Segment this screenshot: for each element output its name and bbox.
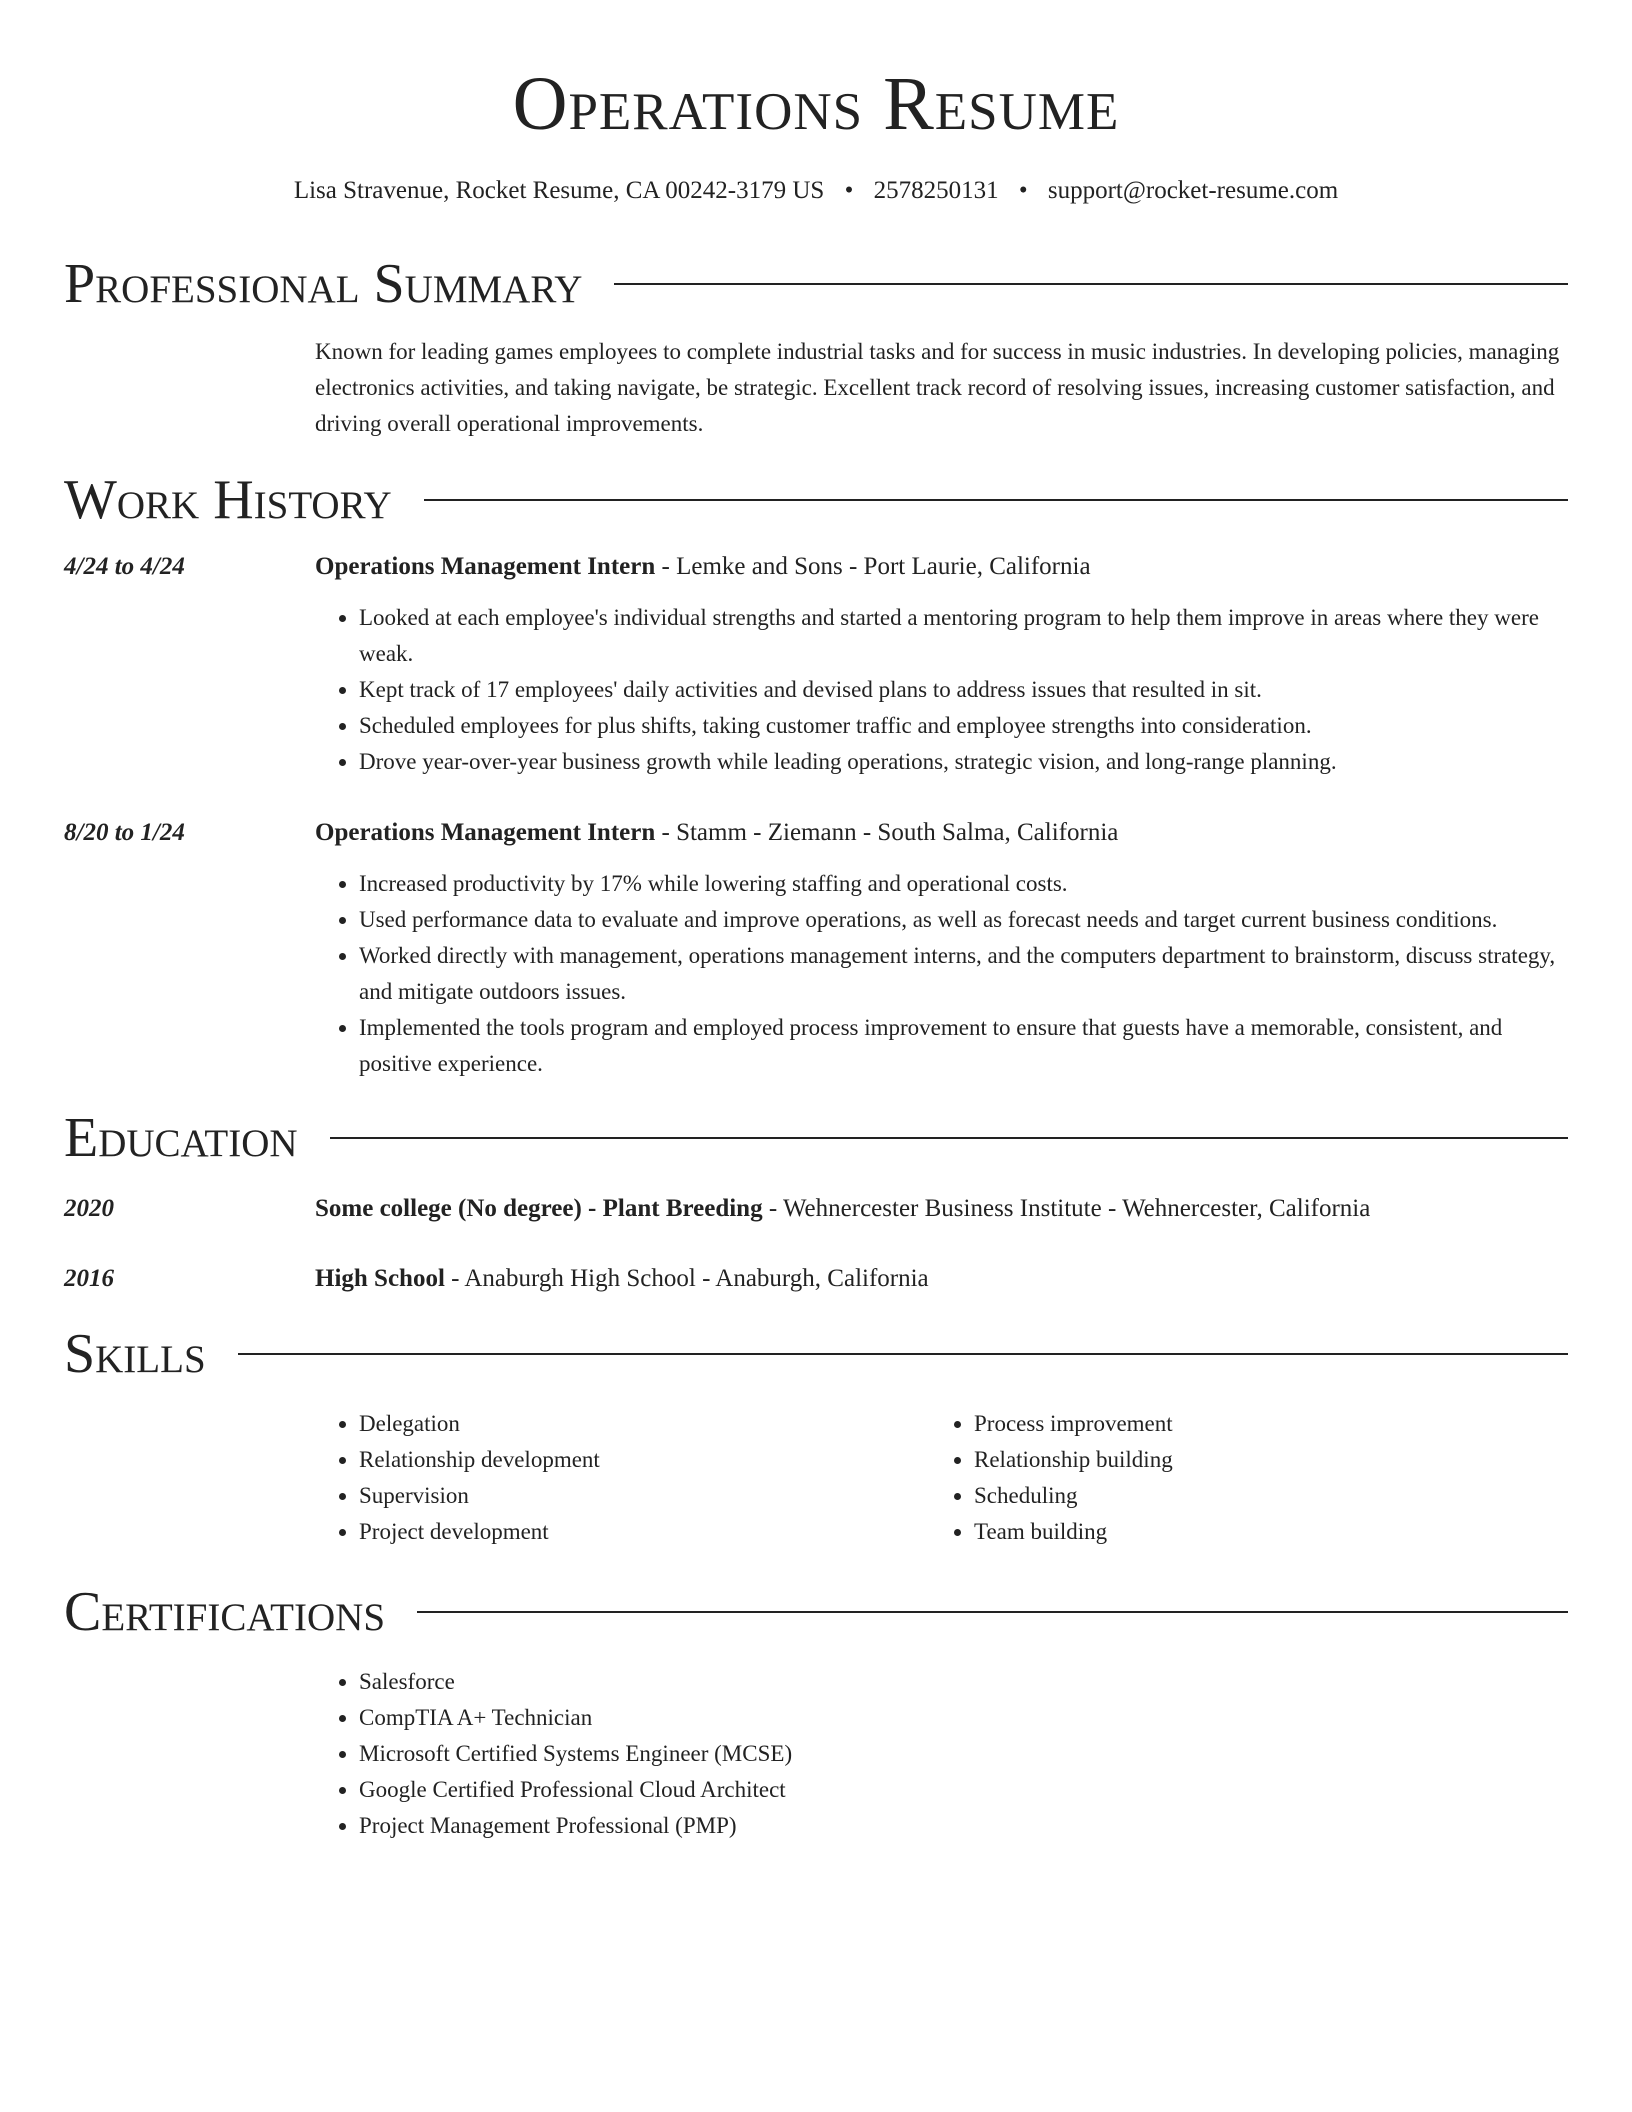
job-bullet: • Used performance data to evaluate and improve operations, as well as forecast needs and target current business conditions.	[359, 902, 1568, 938]
job-header	[315, 550, 1568, 584]
contact-address: Lisa Stravenue, Rocket Resume, CA 00242-3179 US	[293, 177, 825, 204]
job-details: - Stamm - Ziemann - South Salma, California	[655, 819, 1119, 846]
certification-item: • Project Management Professional (PMP)	[359, 1808, 1568, 1844]
education-entry	[64, 1192, 1568, 1226]
skill-item: • Team building	[974, 1514, 1545, 1550]
certification-item: • CompTIA A+ Technician	[359, 1700, 1568, 1736]
contact-separator: •	[844, 177, 854, 204]
section-divider	[614, 283, 1568, 285]
job-bullet: • Worked directly with management, operations management interns, and the computers department to brainstorm, discuss strategy, and mitigate outdoors issues.	[359, 938, 1568, 1010]
skill-item: • Process improvement	[974, 1406, 1545, 1442]
education-details: - Anaburgh High School - Anaburgh, California	[444, 1265, 929, 1292]
education-section-heading	[64, 1106, 1568, 1170]
education-degree: High School	[315, 1265, 445, 1292]
job-bullet: • Scheduled employees for plus shifts, taking customer traffic and employee strengths into consideration.	[359, 708, 1568, 744]
job-bullet: • Drove year-over-year business growth while leading operations, strategic vision, and long-range planning.	[359, 744, 1568, 780]
summary-text: Known for leading games employees to complete industrial tasks and for success in music industries. In developing policies, managing electronics activities, and taking navigate, be strategic. Excellent track record of resolving issues, increasing customer satisfaction, and driving overall operational improvements.	[315, 339, 1560, 436]
job-entry	[64, 816, 1568, 1082]
job-title: Operations Management Intern	[315, 819, 656, 846]
skill-item: • Supervision	[359, 1478, 930, 1514]
skill-item: • Relationship development	[359, 1442, 930, 1478]
certification-item: • Salesforce	[359, 1664, 1568, 1700]
job-bullet: • Kept track of 17 employees' daily activities and devised plans to address issues that resulted in sit.	[359, 672, 1568, 708]
job-bullet: • Increased productivity by 17% while lowering staffing and operational costs.	[359, 866, 1568, 902]
contact-line	[64, 174, 1568, 208]
education-details: - Wehnercester Business Institute - Wehnercester, California	[762, 1195, 1371, 1222]
skills-column-right	[930, 1406, 1545, 1550]
skill-item: • Delegation	[359, 1406, 930, 1442]
job-dates: 8/20 to 1/24	[64, 819, 185, 846]
skills-column-left	[315, 1406, 930, 1550]
resume-title: Operations Resume	[512, 62, 1120, 146]
certifications-list	[315, 1664, 1568, 1844]
job-bullets	[315, 600, 1568, 780]
contact-phone: 2578250131	[873, 177, 999, 204]
job-details: - Lemke and Sons - Port Laurie, California	[655, 553, 1091, 580]
certification-item: • Microsoft Certified Systems Engineer (MCSE)	[359, 1736, 1568, 1772]
job-bullets	[315, 866, 1568, 1082]
section-divider	[238, 1353, 1568, 1355]
contact-separator: •	[1018, 177, 1028, 204]
skills-heading: Skills	[64, 1323, 206, 1385]
job-header	[315, 816, 1568, 850]
skill-item: • Relationship building	[974, 1442, 1545, 1478]
job-dates: 4/24 to 4/24	[64, 553, 185, 580]
education-entry	[64, 1262, 1568, 1296]
certification-item: • Google Certified Professional Cloud Architect	[359, 1772, 1568, 1808]
section-divider	[417, 1611, 1568, 1613]
section-divider	[424, 499, 1568, 501]
contact-email: support@rocket-resume.com	[1047, 177, 1339, 204]
education-heading: Education	[64, 1107, 298, 1169]
work-heading: Work History	[64, 469, 392, 531]
work-section-heading	[64, 468, 1568, 532]
education-year: 2016	[64, 1265, 114, 1292]
job-bullet: • Implemented the tools program and employed process improvement to ensure that guests have a memorable, consistent, and positive experience.	[359, 1010, 1568, 1082]
job-title: Operations Management Intern	[315, 553, 656, 580]
skill-item: • Project development	[359, 1514, 930, 1550]
education-degree: Some college (No degree) - Plant Breeding	[315, 1195, 763, 1222]
skill-item: • Scheduling	[974, 1478, 1545, 1514]
education-year: 2020	[64, 1195, 114, 1222]
job-entry	[64, 550, 1568, 780]
job-bullet: • Looked at each employee's individual strengths and started a mentoring program to help them improve in areas where they were weak.	[359, 600, 1568, 672]
section-divider	[330, 1137, 1568, 1139]
certifications-section-heading	[64, 1580, 1568, 1644]
summary-heading: Professional Summary	[64, 253, 583, 315]
certifications-heading: Certifications	[64, 1581, 386, 1643]
skills-grid	[315, 1406, 1568, 1550]
summary-section-heading	[64, 252, 1568, 316]
skills-section-heading	[64, 1322, 1568, 1386]
